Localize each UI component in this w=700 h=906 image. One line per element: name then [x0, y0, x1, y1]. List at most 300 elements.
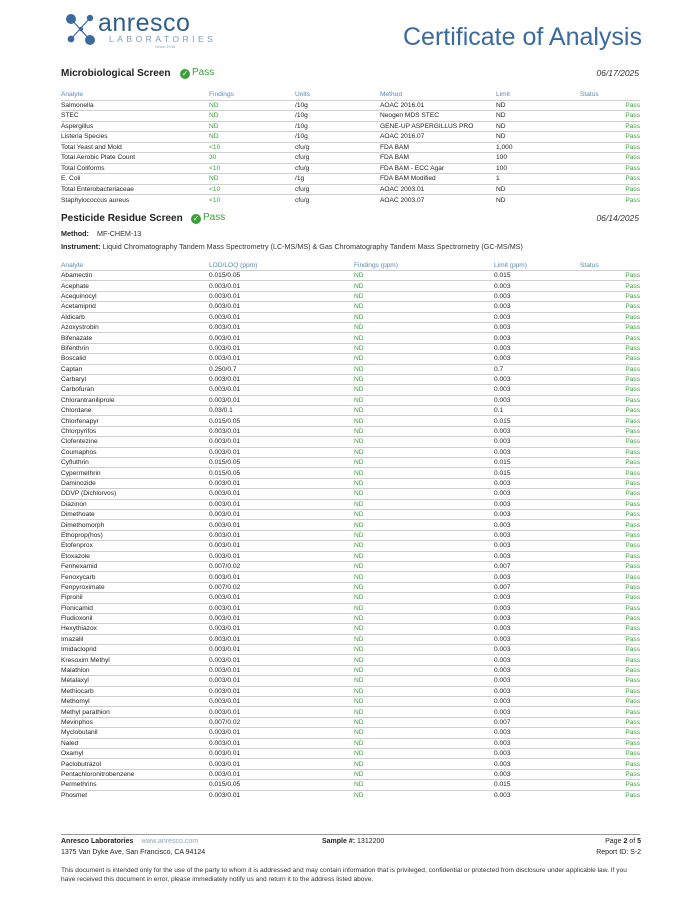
analyte-cell: Dimethoate: [61, 509, 209, 519]
table-cell: Pass: [580, 281, 640, 291]
pest-status: Pass: [203, 212, 226, 223]
analyte-cell: Cyfluthrin: [61, 458, 209, 468]
table-row: [61, 572, 640, 582]
table-cell: Pass: [580, 426, 640, 436]
table-cell: 0.015/0.05: [209, 458, 354, 468]
table-cell: ND: [354, 520, 494, 530]
table-row: [61, 582, 640, 592]
column-header: Status: [580, 90, 599, 98]
table-cell: ND: [354, 281, 494, 291]
table-row: [61, 406, 640, 416]
table-cell: Pass: [580, 416, 640, 426]
table-cell: Pass: [580, 613, 640, 623]
table-cell: 0.007/0.02: [209, 561, 354, 571]
table-cell: ND: [354, 551, 494, 561]
table-cell: 0.015/0.05: [209, 780, 354, 790]
table-cell: cfu/g: [295, 195, 380, 206]
table-cell: 0.003: [494, 707, 580, 717]
table-row: [61, 312, 640, 322]
table-cell: Pass: [580, 163, 640, 174]
table-cell: Pass: [580, 447, 640, 457]
table-row: [61, 697, 640, 707]
micro-date: 06/17/2025: [596, 68, 639, 78]
micro-pass-badge: [180, 67, 214, 79]
analyte-cell: Acetamiprid: [61, 302, 209, 312]
table-cell: Pass: [580, 624, 640, 634]
table-cell: 0.003: [494, 447, 580, 457]
table-cell: ND: [354, 780, 494, 790]
table-cell: /1g: [295, 174, 380, 185]
table-cell: Pass: [580, 468, 640, 478]
document-title: Certificate of Analysis: [403, 23, 642, 51]
table-row: [61, 665, 640, 675]
table-cell: Pass: [580, 333, 640, 343]
analyte-cell: Abamectin: [61, 271, 209, 281]
table-cell: 0.007: [494, 717, 580, 727]
table-cell: FDA BAM: [380, 142, 496, 153]
table-cell: ND: [354, 759, 494, 769]
table-cell: 0.003: [494, 302, 580, 312]
logo-wordmark: anresco: [98, 9, 191, 37]
table-cell: ND: [209, 100, 295, 111]
table-cell: 0.03/0.1: [209, 406, 354, 416]
table-cell: ND: [354, 665, 494, 675]
analyte-cell: Total Coliforms: [61, 163, 209, 174]
table-cell: 0.007/0.02: [209, 717, 354, 727]
table-cell: Pass: [580, 665, 640, 675]
table-row: [61, 509, 640, 519]
analyte-cell: STEC: [61, 111, 209, 122]
analyte-cell: Mevinphos: [61, 717, 209, 727]
table-cell: 0.003: [494, 343, 580, 353]
table-cell: Pass: [580, 499, 640, 509]
table-row: [61, 738, 640, 748]
analyte-cell: Fenhexamid: [61, 561, 209, 571]
column-header: Limit (ppm): [494, 261, 527, 269]
table-cell: ND: [354, 291, 494, 301]
table-row: [61, 281, 640, 291]
table-row: [61, 790, 640, 800]
table-cell: ND: [354, 717, 494, 727]
table-cell: 0.003/0.01: [209, 509, 354, 519]
column-header: Findings (ppm): [354, 261, 398, 269]
table-cell: 0.003/0.01: [209, 530, 354, 540]
table-cell: 0.015: [494, 458, 580, 468]
table-cell: ND: [354, 364, 494, 374]
analyte-cell: Bifenazate: [61, 333, 209, 343]
table-cell: 0.015: [494, 780, 580, 790]
table-cell: ND: [354, 624, 494, 634]
table-cell: Pass: [580, 478, 640, 488]
table-cell: 0.003/0.01: [209, 634, 354, 644]
table-cell: ND: [209, 121, 295, 132]
table-cell: ND: [354, 707, 494, 717]
table-cell: 0.015: [494, 416, 580, 426]
table-cell: <10: [209, 184, 295, 195]
table-cell: ND: [354, 748, 494, 758]
table-cell: 1: [496, 174, 580, 185]
table-cell: 0.003/0.01: [209, 572, 354, 582]
analyte-cell: DDVP (Dichlorvos): [61, 489, 209, 499]
analyte-cell: Cypermethrin: [61, 468, 209, 478]
table-cell: Pass: [580, 121, 640, 132]
table-cell: 0.003: [494, 374, 580, 384]
instrument-label: Instrument:: [61, 242, 101, 251]
table-cell: 0.003: [494, 790, 580, 800]
page-total: 5: [637, 838, 641, 845]
table-row: [61, 354, 640, 364]
table-cell: 0.003: [494, 551, 580, 561]
table-row: [61, 707, 640, 717]
table-cell: Pass: [580, 100, 640, 111]
table-cell: Pass: [580, 195, 640, 206]
analyte-cell: Aldicarb: [61, 312, 209, 322]
table-row: [61, 561, 640, 571]
analyte-cell: Acequinocyl: [61, 291, 209, 301]
table-cell: Pass: [580, 111, 640, 122]
table-cell: Pass: [580, 343, 640, 353]
table-cell: 0.003/0.01: [209, 385, 354, 395]
table-cell: 0.003: [494, 697, 580, 707]
table-cell: ND: [354, 541, 494, 551]
table-row: [61, 111, 640, 122]
column-header: Analyte: [61, 90, 83, 98]
table-cell: 0.003/0.01: [209, 655, 354, 665]
table-cell: 0.003: [494, 426, 580, 436]
footer-company: Anresco Laboratories: [61, 838, 134, 845]
table-cell: Pass: [580, 582, 640, 592]
analyte-cell: Total Yeast and Mold: [61, 142, 209, 153]
table-cell: 0.007/0.02: [209, 582, 354, 592]
table-cell: ND: [354, 790, 494, 800]
pest-table: [61, 260, 640, 800]
table-cell: Pass: [580, 780, 640, 790]
table-cell: ND: [354, 697, 494, 707]
table-cell: 0.015/0.05: [209, 271, 354, 281]
analyte-cell: Permethrins: [61, 780, 209, 790]
table-cell: Pass: [580, 686, 640, 696]
analyte-cell: Metalaxyl: [61, 676, 209, 686]
table-cell: FDA BAM: [380, 153, 496, 164]
table-cell: 0.003/0.01: [209, 489, 354, 499]
table-cell: Pass: [580, 541, 640, 551]
analyte-cell: Kresoxim Methyl: [61, 655, 209, 665]
table-cell: 0.003/0.01: [209, 603, 354, 613]
table-row: [61, 468, 640, 478]
footer-disclaimer: This document is intended only for the use of the party to whom it is addressed and may contain information that is privileged, confidential or protected from disclosure under applicable law. If you have received this document in error, please immediately notify us and return it to the address listed above.: [61, 867, 627, 883]
column-header: Analyte: [61, 261, 83, 269]
table-cell: Pass: [580, 717, 640, 727]
table-cell: Pass: [580, 174, 640, 185]
column-header: Findings: [209, 90, 234, 98]
table-cell: 0.003/0.01: [209, 738, 354, 748]
analyte-cell: Malathion: [61, 665, 209, 675]
logo-subtitle: LABORATORIES: [109, 34, 217, 44]
pest-table-header: [61, 260, 640, 271]
table-cell: ND: [354, 478, 494, 488]
table-cell: 0.250/0.7: [209, 364, 354, 374]
table-cell: ND: [354, 561, 494, 571]
table-cell: ND: [354, 343, 494, 353]
table-cell: ND: [354, 458, 494, 468]
table-cell: Pass: [580, 364, 640, 374]
table-cell: FDA BAM - ECC Agar: [380, 163, 496, 174]
table-cell: Pass: [580, 728, 640, 738]
table-cell: /10g: [295, 132, 380, 143]
table-cell: ND: [354, 385, 494, 395]
analyte-cell: Listeria Species: [61, 132, 209, 143]
table-cell: 0.003/0.01: [209, 281, 354, 291]
table-cell: ND: [496, 111, 580, 122]
table-row: [61, 520, 640, 530]
table-cell: Pass: [580, 561, 640, 571]
table-cell: ND: [354, 395, 494, 405]
table-cell: /10g: [295, 121, 380, 132]
report-id: S-2: [630, 849, 641, 856]
table-cell: Pass: [580, 312, 640, 322]
table-cell: ND: [354, 312, 494, 322]
analyte-cell: Carbofuran: [61, 385, 209, 395]
analyte-cell: Phosmet: [61, 790, 209, 800]
table-cell: cfu/g: [295, 163, 380, 174]
table-cell: Pass: [580, 509, 640, 519]
table-row: [61, 447, 640, 457]
table-cell: Pass: [580, 738, 640, 748]
table-cell: <10: [209, 163, 295, 174]
table-cell: ND: [354, 593, 494, 603]
table-cell: 0.003/0.01: [209, 748, 354, 758]
table-cell: 0.015/0.05: [209, 468, 354, 478]
analyte-cell: Methyl parathion: [61, 707, 209, 717]
table-cell: cfu/g: [295, 142, 380, 153]
table-cell: 0.003/0.01: [209, 728, 354, 738]
table-row: [61, 291, 640, 301]
table-cell: 0.003/0.01: [209, 686, 354, 696]
table-cell: Neogen MDS STEC: [380, 111, 496, 122]
table-cell: 0.003/0.01: [209, 322, 354, 332]
analyte-cell: E. Coli: [61, 174, 209, 185]
table-cell: ND: [354, 416, 494, 426]
table-cell: 0.003: [494, 603, 580, 613]
table-cell: Pass: [580, 593, 640, 603]
table-row: [61, 780, 640, 790]
table-cell: ND: [354, 655, 494, 665]
table-row: [61, 121, 640, 132]
table-cell: /10g: [295, 100, 380, 111]
footer-company-line: [61, 837, 198, 847]
table-cell: Pass: [580, 551, 640, 561]
table-row: [61, 676, 640, 686]
table-cell: 0.003: [494, 509, 580, 519]
analyte-cell: Diazinon: [61, 499, 209, 509]
table-cell: 0.003: [494, 354, 580, 364]
table-row: [61, 458, 640, 468]
table-row: [61, 426, 640, 436]
table-cell: ND: [354, 738, 494, 748]
analyte-cell: Fenoxycarb: [61, 572, 209, 582]
table-cell: 0.003/0.01: [209, 697, 354, 707]
table-row: [61, 634, 640, 644]
table-cell: Pass: [580, 153, 640, 164]
table-cell: 0.003: [494, 489, 580, 499]
column-header: LOD/LOQ (ppm): [209, 261, 258, 269]
table-cell: Pass: [580, 634, 640, 644]
analyte-cell: Captan: [61, 364, 209, 374]
table-cell: ND: [354, 603, 494, 613]
logo-since: Since 1945: [155, 44, 176, 49]
table-cell: Pass: [580, 520, 640, 530]
table-row: [61, 499, 640, 509]
analyte-cell: Chlorantraniliprole: [61, 395, 209, 405]
table-row: [61, 174, 640, 185]
table-cell: ND: [354, 406, 494, 416]
table-cell: ND: [354, 676, 494, 686]
table-cell: Pass: [580, 291, 640, 301]
table-cell: 0.003: [494, 395, 580, 405]
table-cell: 0.003/0.01: [209, 759, 354, 769]
table-cell: 0.003: [494, 738, 580, 748]
table-cell: ND: [496, 184, 580, 195]
analyte-cell: Methiocarb: [61, 686, 209, 696]
table-cell: Pass: [580, 655, 640, 665]
table-cell: 0.003/0.01: [209, 624, 354, 634]
table-cell: <10: [209, 195, 295, 206]
table-cell: 0.003/0.01: [209, 541, 354, 551]
table-cell: 1,000: [496, 142, 580, 153]
table-cell: ND: [209, 111, 295, 122]
table-cell: 0.003/0.01: [209, 707, 354, 717]
analyte-cell: Hexythiazox: [61, 624, 209, 634]
analyte-cell: Chlorpyrifos: [61, 426, 209, 436]
table-cell: 0.003/0.01: [209, 374, 354, 384]
table-cell: ND: [354, 374, 494, 384]
micro-section-title: Microbiological Screen: [61, 68, 171, 79]
table-cell: 0.003: [494, 291, 580, 301]
table-cell: ND: [209, 174, 295, 185]
table-cell: 30: [209, 153, 295, 164]
table-row: [61, 541, 640, 551]
table-cell: 0.003: [494, 312, 580, 322]
pest-section-title: Pesticide Residue Screen: [61, 213, 183, 224]
table-cell: 0.003/0.01: [209, 312, 354, 322]
analyte-cell: Salmonella: [61, 100, 209, 111]
table-row: [61, 728, 640, 738]
micro-table: [61, 89, 640, 205]
footer-address: 1375 Van Dyke Ave, San Francisco, CA 94124: [61, 849, 206, 856]
analyte-cell: Imidacloprid: [61, 645, 209, 655]
table-cell: ND: [354, 354, 494, 364]
table-cell: ND: [354, 322, 494, 332]
analyte-cell: Total Enterobacteriaceae: [61, 184, 209, 195]
table-cell: 0.003: [494, 676, 580, 686]
table-cell: 100: [496, 153, 580, 164]
analyte-cell: Clofentezine: [61, 437, 209, 447]
footer-sample: [322, 837, 384, 847]
table-cell: ND: [354, 530, 494, 540]
table-cell: Pass: [580, 354, 640, 364]
table-cell: ND: [496, 132, 580, 143]
analyte-cell: Fludioxonil: [61, 613, 209, 623]
table-cell: 0.003: [494, 634, 580, 644]
analyte-cell: Aspergillus: [61, 121, 209, 132]
table-cell: <10: [209, 142, 295, 153]
table-cell: 0.003/0.01: [209, 499, 354, 509]
analyte-cell: Daminozide: [61, 478, 209, 488]
table-cell: 0.003: [494, 333, 580, 343]
analyte-cell: Azoxystrobin: [61, 322, 209, 332]
footer-website-link[interactable]: www.anresco.com: [141, 838, 199, 845]
table-cell: Pass: [580, 385, 640, 395]
footer-page: [605, 837, 641, 847]
footer-divider: [61, 834, 640, 835]
table-row: [61, 343, 640, 353]
table-cell: ND: [354, 468, 494, 478]
table-cell: Pass: [580, 271, 640, 281]
table-cell: 0.003/0.01: [209, 676, 354, 686]
method-label: Method:: [61, 229, 89, 238]
analyte-cell: Ethoprop(hos): [61, 530, 209, 540]
table-cell: Pass: [580, 603, 640, 613]
table-cell: 0.003: [494, 385, 580, 395]
logo-mark: [63, 12, 103, 48]
table-cell: 0.003/0.01: [209, 333, 354, 343]
table-row: [61, 769, 640, 779]
table-cell: 0.003/0.01: [209, 447, 354, 457]
pest-instrument-line: [61, 242, 661, 252]
table-cell: 0.015: [494, 468, 580, 478]
column-header: Status: [580, 261, 599, 269]
analyte-cell: Flonicamid: [61, 603, 209, 613]
pest-pass-badge: [191, 212, 225, 224]
table-cell: ND: [354, 489, 494, 499]
table-cell: Pass: [580, 302, 640, 312]
table-cell: 0.003/0.01: [209, 665, 354, 675]
table-cell: 0.003/0.01: [209, 437, 354, 447]
table-cell: 0.003: [494, 322, 580, 332]
table-cell: Pass: [580, 132, 640, 143]
footer-report: [596, 848, 641, 858]
table-cell: 0.007: [494, 582, 580, 592]
table-cell: ND: [354, 426, 494, 436]
table-cell: Pass: [580, 572, 640, 582]
table-cell: ND: [354, 437, 494, 447]
table-cell: AOAC 2003.07: [380, 195, 496, 206]
table-row: [61, 163, 640, 174]
table-cell: ND: [354, 582, 494, 592]
table-cell: Pass: [580, 322, 640, 332]
table-cell: 0.003/0.01: [209, 551, 354, 561]
table-cell: Pass: [580, 142, 640, 153]
analyte-cell: Imazalil: [61, 634, 209, 644]
table-cell: GENE-UP ASPERGILLUS PRO: [380, 121, 496, 132]
table-row: [61, 645, 640, 655]
table-cell: ND: [354, 645, 494, 655]
table-cell: ND: [354, 302, 494, 312]
table-cell: 0.003: [494, 530, 580, 540]
table-cell: 0.003: [494, 748, 580, 758]
table-row: [61, 613, 640, 623]
table-cell: ND: [354, 509, 494, 519]
analyte-cell: Staphylococcus aureus: [61, 195, 209, 206]
table-cell: Pass: [580, 790, 640, 800]
table-cell: Pass: [580, 676, 640, 686]
analyte-cell: Fenpyroximate: [61, 582, 209, 592]
analyte-cell: Chlordane: [61, 406, 209, 416]
table-cell: AOAC 2016.01: [380, 100, 496, 111]
table-cell: ND: [354, 447, 494, 457]
table-cell: Pass: [580, 395, 640, 405]
table-cell: 0.003: [494, 645, 580, 655]
